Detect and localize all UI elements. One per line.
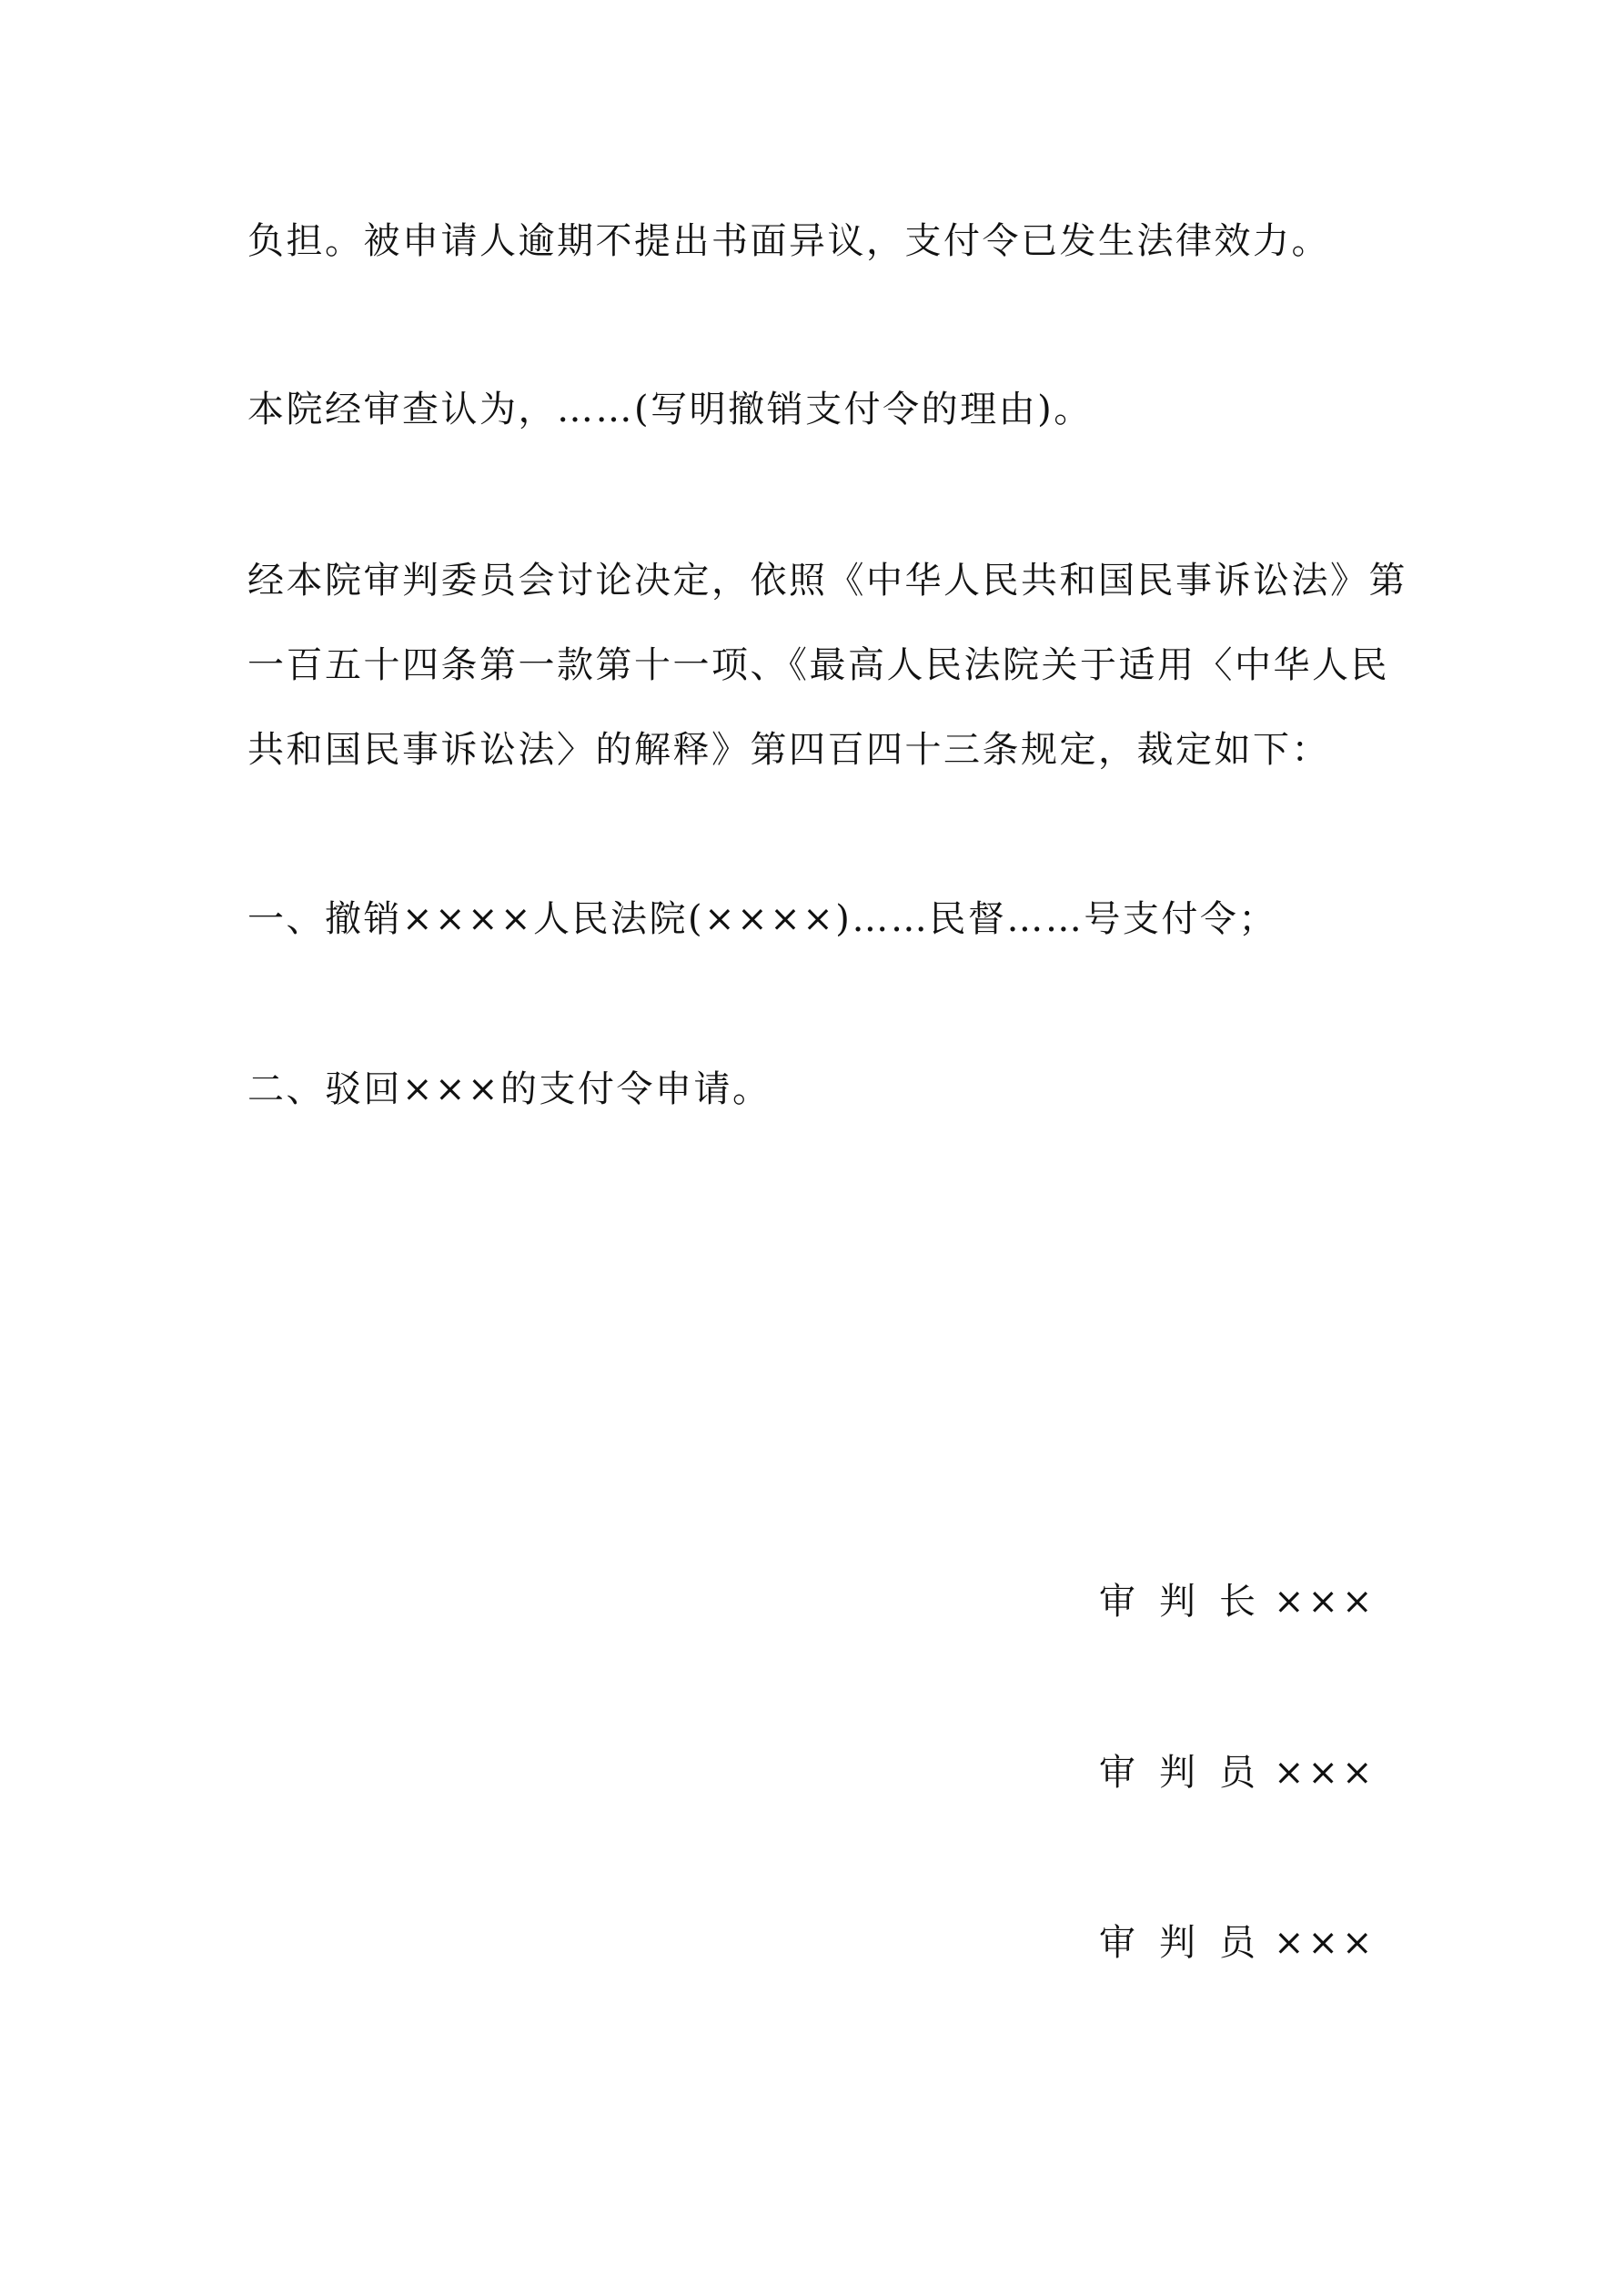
paragraph-legal-basis-line-2: 一百五十四条第一款第十一项、《最高人民法院关于适用〈中华人民 xyxy=(247,644,1389,686)
paragraph-legal-basis-line-3: 共和国民事诉讼法〉的解释》第四百四十三条规定，裁定如下： xyxy=(247,729,1330,771)
signature-presiding-judge xyxy=(1099,1581,1377,1623)
ruling-item-1: 一、撤销××××人民法院(××××)……民督……号支付令； xyxy=(247,898,1277,940)
paragraph-continuation: 负担。被申请人逾期不提出书面异议，支付令已发生法律效力。 xyxy=(247,220,1330,262)
signature-title: 审判长 xyxy=(1099,1581,1279,1623)
ruling-item-2: 二、驳回×××的支付令申请。 xyxy=(247,1068,772,1110)
paragraph-legal-basis-line-1: 经本院审判委员会讨论决定，依照《中华人民共和国民事诉讼法》第 xyxy=(247,560,1407,602)
signature-judge-2 xyxy=(1099,1922,1377,1964)
signature-name: ××× xyxy=(1274,1581,1377,1623)
signature-judge-1 xyxy=(1099,1752,1377,1794)
signature-name: ××× xyxy=(1274,1922,1377,1964)
paragraph-review-reason: 本院经审查认为，……(写明撤销支付令的理由)。 xyxy=(247,389,1093,430)
signature-name: ××× xyxy=(1274,1752,1377,1794)
signature-title: 审判员 xyxy=(1099,1752,1279,1794)
signature-title: 审判员 xyxy=(1099,1922,1279,1964)
